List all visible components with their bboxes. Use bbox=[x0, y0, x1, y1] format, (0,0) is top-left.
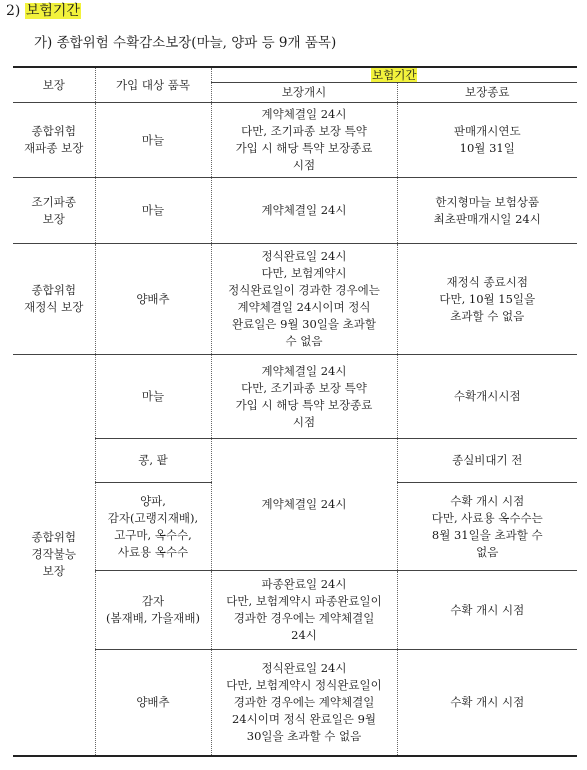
header-period bbox=[211, 67, 577, 83]
coverage-cell: 종합위험 경작불능 보장 bbox=[13, 355, 95, 756]
end-cell: 수확개시시점 bbox=[397, 355, 577, 439]
header-end: 보장종료 bbox=[397, 83, 577, 103]
table-row bbox=[13, 571, 577, 650]
start-cell: 파종완료일 24시 다만, 보험계약시 파종완료일이 경과한 경우에는 계약체결일 24시 bbox=[211, 571, 397, 650]
section-title: 보험기간 bbox=[25, 3, 80, 19]
item-cell: 마늘 bbox=[95, 178, 211, 244]
header-period-label: 보험기간 bbox=[372, 68, 417, 82]
coverage-cell: 종합위험 재정식 보장 bbox=[13, 244, 95, 355]
subsection-heading: 가) 종합위험 수확감소보장(마늘, 양파 등 9개 품목) bbox=[34, 35, 337, 51]
start-cell: 계약체결일 24시 다만, 조기파종 보장 특약 가입 시 해당 특약 보장종료 시점 bbox=[211, 355, 397, 439]
end-cell: 수확 개시 시점 bbox=[397, 571, 577, 650]
table-row bbox=[13, 650, 577, 756]
table-row bbox=[13, 244, 577, 355]
section-heading bbox=[6, 2, 81, 20]
table-row bbox=[13, 178, 577, 244]
end-cell: 종실비대기 전 bbox=[397, 439, 577, 483]
start-cell: 계약체결일 24시 bbox=[211, 439, 397, 571]
coverage-cell: 조기파종 보장 bbox=[13, 178, 95, 244]
start-cell: 정식완료일 24시 다만, 보험계약시 정식완료일이 경과한 경우에는 계약체결일 24시이며 정식 완료일은 9월 30일을 초과할 수 없음 bbox=[211, 650, 397, 756]
start-cell: 계약체결일 24시 bbox=[211, 178, 397, 244]
table-row bbox=[13, 439, 577, 483]
item-cell: 마늘 bbox=[95, 355, 211, 439]
end-cell: 수확 개시 시점 다만, 사료용 옥수수는 8월 31일을 초과할 수 없음 bbox=[397, 483, 577, 571]
table-row bbox=[13, 103, 577, 178]
item-cell: 콩, 팥 bbox=[95, 439, 211, 483]
end-cell: 재정식 종료시점 다만, 10월 15일을 초과할 수 없음 bbox=[397, 244, 577, 355]
table-row bbox=[13, 355, 577, 439]
end-cell: 한지형마늘 보험상품 최초판매개시일 24시 bbox=[397, 178, 577, 244]
start-cell: 정식완료일 24시 다만, 보험계약시 정식완료일이 경과한 경우에는 계약체결일 24시이며 정식 완료일은 9월 30일을 초과할 수 없음 bbox=[211, 244, 397, 355]
item-cell: 양배추 bbox=[95, 650, 211, 756]
insurance-period-table bbox=[13, 66, 577, 757]
item-cell: 감자 (봄재배, 가을재배) bbox=[95, 571, 211, 650]
header-coverage: 보장 bbox=[13, 67, 95, 103]
end-cell: 판매개시연도 10월 31일 bbox=[397, 103, 577, 178]
item-cell: 양배추 bbox=[95, 244, 211, 355]
header-start: 보장개시 bbox=[211, 83, 397, 103]
item-cell: 마늘 bbox=[95, 103, 211, 178]
section-number: 2) bbox=[6, 3, 21, 19]
item-cell: 양파, 감자(고랭지재배), 고구마, 옥수수, 사료용 옥수수 bbox=[95, 483, 211, 571]
header-items: 가입 대상 품목 bbox=[95, 67, 211, 103]
start-cell: 계약체결일 24시 다만, 조기파종 보장 특약 가입 시 해당 특약 보장종료 시점 bbox=[211, 103, 397, 178]
coverage-cell: 종합위험 재파종 보장 bbox=[13, 103, 95, 178]
end-cell: 수확 개시 시점 bbox=[397, 650, 577, 756]
